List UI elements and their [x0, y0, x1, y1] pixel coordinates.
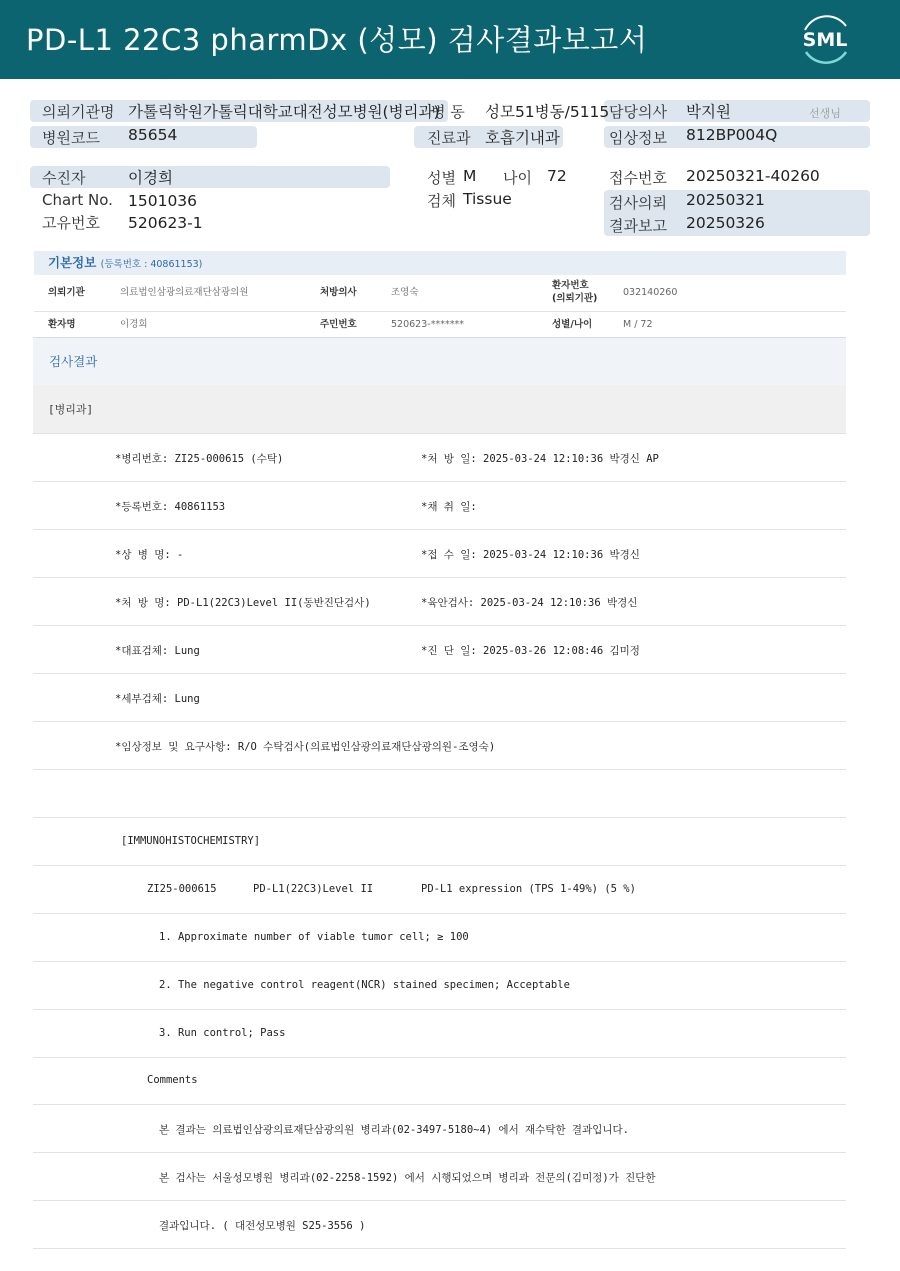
results-dept	[33, 385, 846, 434]
detail-specimen: *세부검체: Lung	[115, 693, 200, 705]
receipt-date: *접 수 일: 2025-03-24 12:10:36 박경신	[421, 549, 640, 561]
ward-label: 병 동	[431, 103, 465, 121]
request-date-value: 20250321	[686, 191, 765, 209]
ihc-item-3: 3. Run control; Pass	[159, 1027, 286, 1039]
unique-value: 520623-1	[128, 214, 203, 232]
gross-exam-date: *육안검사: 2025-03-24 12:10:36 박경신	[421, 597, 638, 609]
ward-value: 성모51병동/5115	[485, 103, 610, 121]
ihc-result-row	[33, 866, 846, 914]
basic-patient-no-sublabel: (의뢰기관)	[552, 293, 598, 304]
sex-value: M	[463, 167, 477, 185]
report-date-value: 20250326	[686, 214, 765, 232]
dept-label: 진료과	[427, 129, 471, 147]
results-dept-label: [병리과]	[48, 403, 94, 416]
pathology-no: *병리번호: ZI25-000615 (수탁)	[115, 453, 284, 465]
basic-id-label: 주민번호	[320, 319, 357, 330]
receipt-value: 20250321-40260	[686, 167, 820, 185]
doctor-label: 담당의사	[609, 103, 667, 121]
basic-prescriber-value: 조영숙	[391, 287, 419, 298]
result-row-7	[33, 722, 846, 770]
ihc-item-row-3	[33, 1010, 846, 1058]
basic-patient-name-label: 환자명	[48, 319, 76, 330]
institution-label: 의뢰기관명	[42, 103, 115, 121]
basic-prescriber-label: 처방의사	[320, 287, 357, 298]
basic-row-2	[34, 312, 846, 339]
basic-info-title: 기본정보	[48, 255, 97, 270]
comments-label-row	[33, 1057, 846, 1105]
prescription-date: *처 방 일: 2025-03-24 12:10:36 박경신 AP	[421, 453, 659, 465]
result-row-3	[33, 530, 846, 578]
diagnosis-name: *상 병 명: -	[115, 549, 184, 561]
comments-label: Comments	[147, 1074, 198, 1086]
ihc-number: ZI25-000615	[147, 883, 217, 895]
result-row-6	[33, 674, 846, 722]
results-title: 검사결과	[49, 354, 98, 369]
basic-institution-label: 의뢰기관	[48, 287, 85, 298]
comment-row-2	[33, 1153, 846, 1201]
result-row-5	[33, 626, 846, 674]
dept-value: 호흡기내과	[485, 129, 560, 147]
basic-sex-age-label: 성별/나이	[552, 319, 593, 330]
clinical-value: 812BP004Q	[686, 126, 778, 144]
specimen-value: Tissue	[463, 190, 512, 208]
sml-logo	[796, 12, 854, 66]
comment-1: 본 결과는 의료법인삼광의료재단삼광의원 병리과(02-3497-5180~4) 에서 재수탁한 결과입니다.	[159, 1124, 629, 1136]
sex-label: 성별	[427, 169, 456, 187]
institution-value: 가톨릭학원가톨릭대학교대전성모병원(병리과)	[128, 103, 440, 121]
receipt-label: 접수번호	[609, 169, 667, 187]
basic-patient-no-value: 032140260	[623, 287, 678, 298]
basic-info-reg: (등록번호 : 40861153)	[100, 259, 203, 270]
comment-row-3	[33, 1201, 846, 1249]
chart-label: Chart No.	[42, 191, 113, 209]
clinical-request: *임상정보 및 요구사항: R/O 수탁검사(의료법인삼광의료재단삼광의원-조영숙)	[115, 741, 496, 753]
results-section-title	[33, 337, 846, 386]
ihc-title: [IMMUNOHISTOCHEMISTRY]	[121, 835, 261, 847]
basic-sex-age-value: M / 72	[623, 319, 653, 330]
result-row-1	[33, 434, 846, 482]
doctor-value: 박지원	[686, 103, 731, 121]
ihc-item-1: 1. Approximate number of viable tumor cell; ≥ 100	[159, 931, 469, 943]
report-date-label: 결과보고	[609, 217, 667, 235]
patient-name-value: 이경희	[128, 169, 173, 187]
ihc-item-2: 2. The negative control reagent(NCR) stained specimen; Acceptable	[159, 979, 570, 991]
doctor-suffix: 선생님	[809, 107, 841, 120]
basic-info	[34, 251, 846, 339]
ihc-title-row	[33, 818, 846, 866]
basic-institution-value: 의료법인삼광의료재단삼광의원	[120, 287, 249, 298]
specimen-label: 검체	[427, 192, 456, 210]
basic-patient-no-label: 환자번호	[552, 280, 589, 291]
ihc-test: PD-L1(22C3)Level II	[253, 883, 374, 895]
logo-text: SML	[802, 29, 848, 51]
prescription-name: *처 방 명: PD-L1(22C3)Level II(동반진단검사)	[115, 597, 371, 609]
basic-info-header	[34, 251, 846, 275]
registration-no: *등록번호: 40861153	[115, 501, 226, 513]
main-specimen: *대표검체: Lung	[115, 645, 200, 657]
unique-label: 고유번호	[42, 214, 100, 232]
ihc-item-row-2	[33, 962, 846, 1010]
diagnosis-date: *진 단 일: 2025-03-26 12:08:46 김미정	[421, 645, 640, 657]
ihc-result: PD-L1 expression (TPS 1-49%) (5 %)	[421, 883, 636, 895]
basic-id-value: 520623-*******	[391, 319, 464, 330]
patient-name-label: 수진자	[42, 169, 86, 187]
result-row-blank	[33, 770, 846, 818]
ihc-item-row-1	[33, 914, 846, 962]
hospital-code-value: 85654	[128, 126, 178, 144]
chart-value: 1501036	[128, 192, 198, 210]
comment-2: 본 검사는 서울성모병원 병리과(02-2258-1592) 에서 시행되었으며 병리과 전문의(김미정)가 진단한	[159, 1172, 656, 1184]
comment-row-1	[33, 1105, 846, 1153]
age-label: 나이	[503, 169, 532, 187]
report-header	[0, 0, 900, 79]
collection-date: *채 취 일:	[421, 501, 477, 513]
hospital-code-label: 병원코드	[42, 129, 100, 147]
basic-patient-name-value: 이경희	[120, 319, 148, 330]
result-row-4	[33, 578, 846, 626]
report-title: PD-L1 22C3 pharmDx (성모) 검사결과보고서	[26, 23, 648, 57]
basic-row-1	[34, 275, 846, 312]
request-date-label: 검사의뢰	[609, 194, 667, 212]
age-value: 72	[547, 167, 567, 185]
comment-3: 결과입니다. ( 대전성모병원 S25-3556 )	[159, 1220, 366, 1232]
clinical-label: 임상정보	[609, 129, 667, 147]
result-row-2	[33, 482, 846, 530]
